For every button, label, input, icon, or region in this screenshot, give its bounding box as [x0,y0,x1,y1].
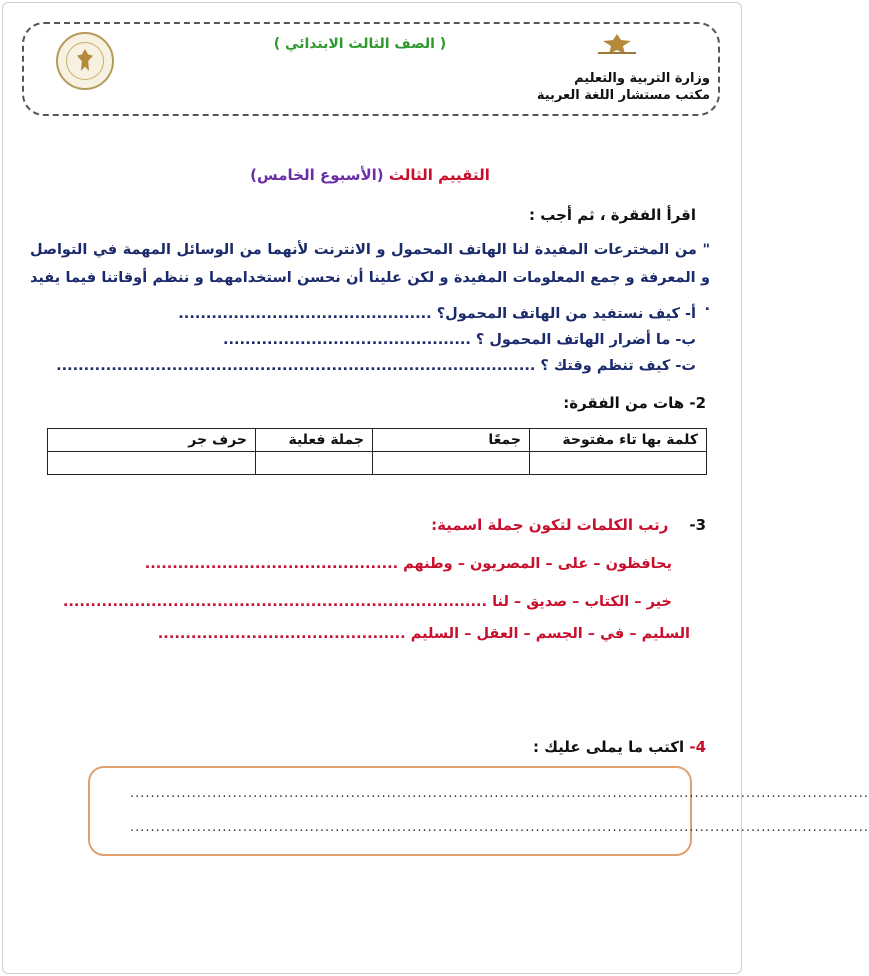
ministry-line-2: مكتب مستشار اللغة العربية [536,88,710,103]
answer-cell[interactable] [373,452,530,475]
col-preposition: حرف جر [48,429,256,452]
ministry-line-1: وزارة التربية والتعليم [574,71,710,86]
egypt-emblem-icon [596,32,638,56]
ministry-name [537,70,710,104]
section3-number: 3- [689,516,706,534]
section4-heading [533,738,706,756]
answer-cell[interactable] [530,452,707,475]
section2-heading: 2- هات من الفقرة: [563,394,706,412]
section4-label: اكتب ما يملى عليك : [532,738,685,756]
page-title [200,166,540,184]
dictation-line-2[interactable]: ................................................................................................................................................ [130,820,869,835]
reading-paragraph: " من المخترعات المفيدة لنا الهاتف المحمول و الانترنت لأنهما من الوسائل المهمة في التواصل و المعرفة و جمع المعلومات المفيدة و لكن علينا أن نحسن استخدامهما و ننظم أوقاتنا فيما يفيد . [30,242,710,314]
word-table [47,428,707,475]
title-week: (الأسبوع الخامس) [250,166,384,184]
question-a[interactable]: أ- كيف نستفيد من الهاتف المحمول؟ .............................................. [178,306,696,322]
arrange-item-1[interactable]: يحافظون – على – المصريون – وطنهم .............................................. [144,556,672,572]
arrange-item-3[interactable]: السليم – في – الجسم – العقل – السليم ............................................. [157,626,690,642]
col-open-ta-word: كلمة بها تاء مفتوحة [530,429,707,452]
table-header-row [48,429,707,452]
answer-cell[interactable] [48,452,256,475]
question-c[interactable]: ت- كيف تنظم وقتك ؟ ....................................................................................... [56,358,696,374]
dictation-line-1[interactable]: ................................................................................................................................................ [130,786,869,801]
answer-cell[interactable] [256,452,373,475]
col-verbal-sentence: جملة فعلية [256,429,373,452]
table-answer-row [48,452,707,475]
ministry-seal-logo [56,32,114,90]
question-b[interactable]: ب- ما أضرار الهاتف المحمول ؟ ............................................. [222,332,696,348]
section4-number: 4- [689,738,706,756]
col-plural: جمعًا [373,429,530,452]
section1-instruction: اقرأ الفقرة ، ثم أجب : [528,206,696,224]
section3-label: رتب الكلمات لتكون جملة اسمية: [431,516,669,534]
section3-heading [431,516,706,534]
dictation-box [88,766,869,856]
title-assessment: التقييم الثالث [388,166,490,184]
grade-label: ( الصف الثالث الابتدائي ) [273,36,447,52]
arrange-item-2[interactable]: خير – الكتاب – صديق – لنا ............................................................................. [62,594,672,610]
